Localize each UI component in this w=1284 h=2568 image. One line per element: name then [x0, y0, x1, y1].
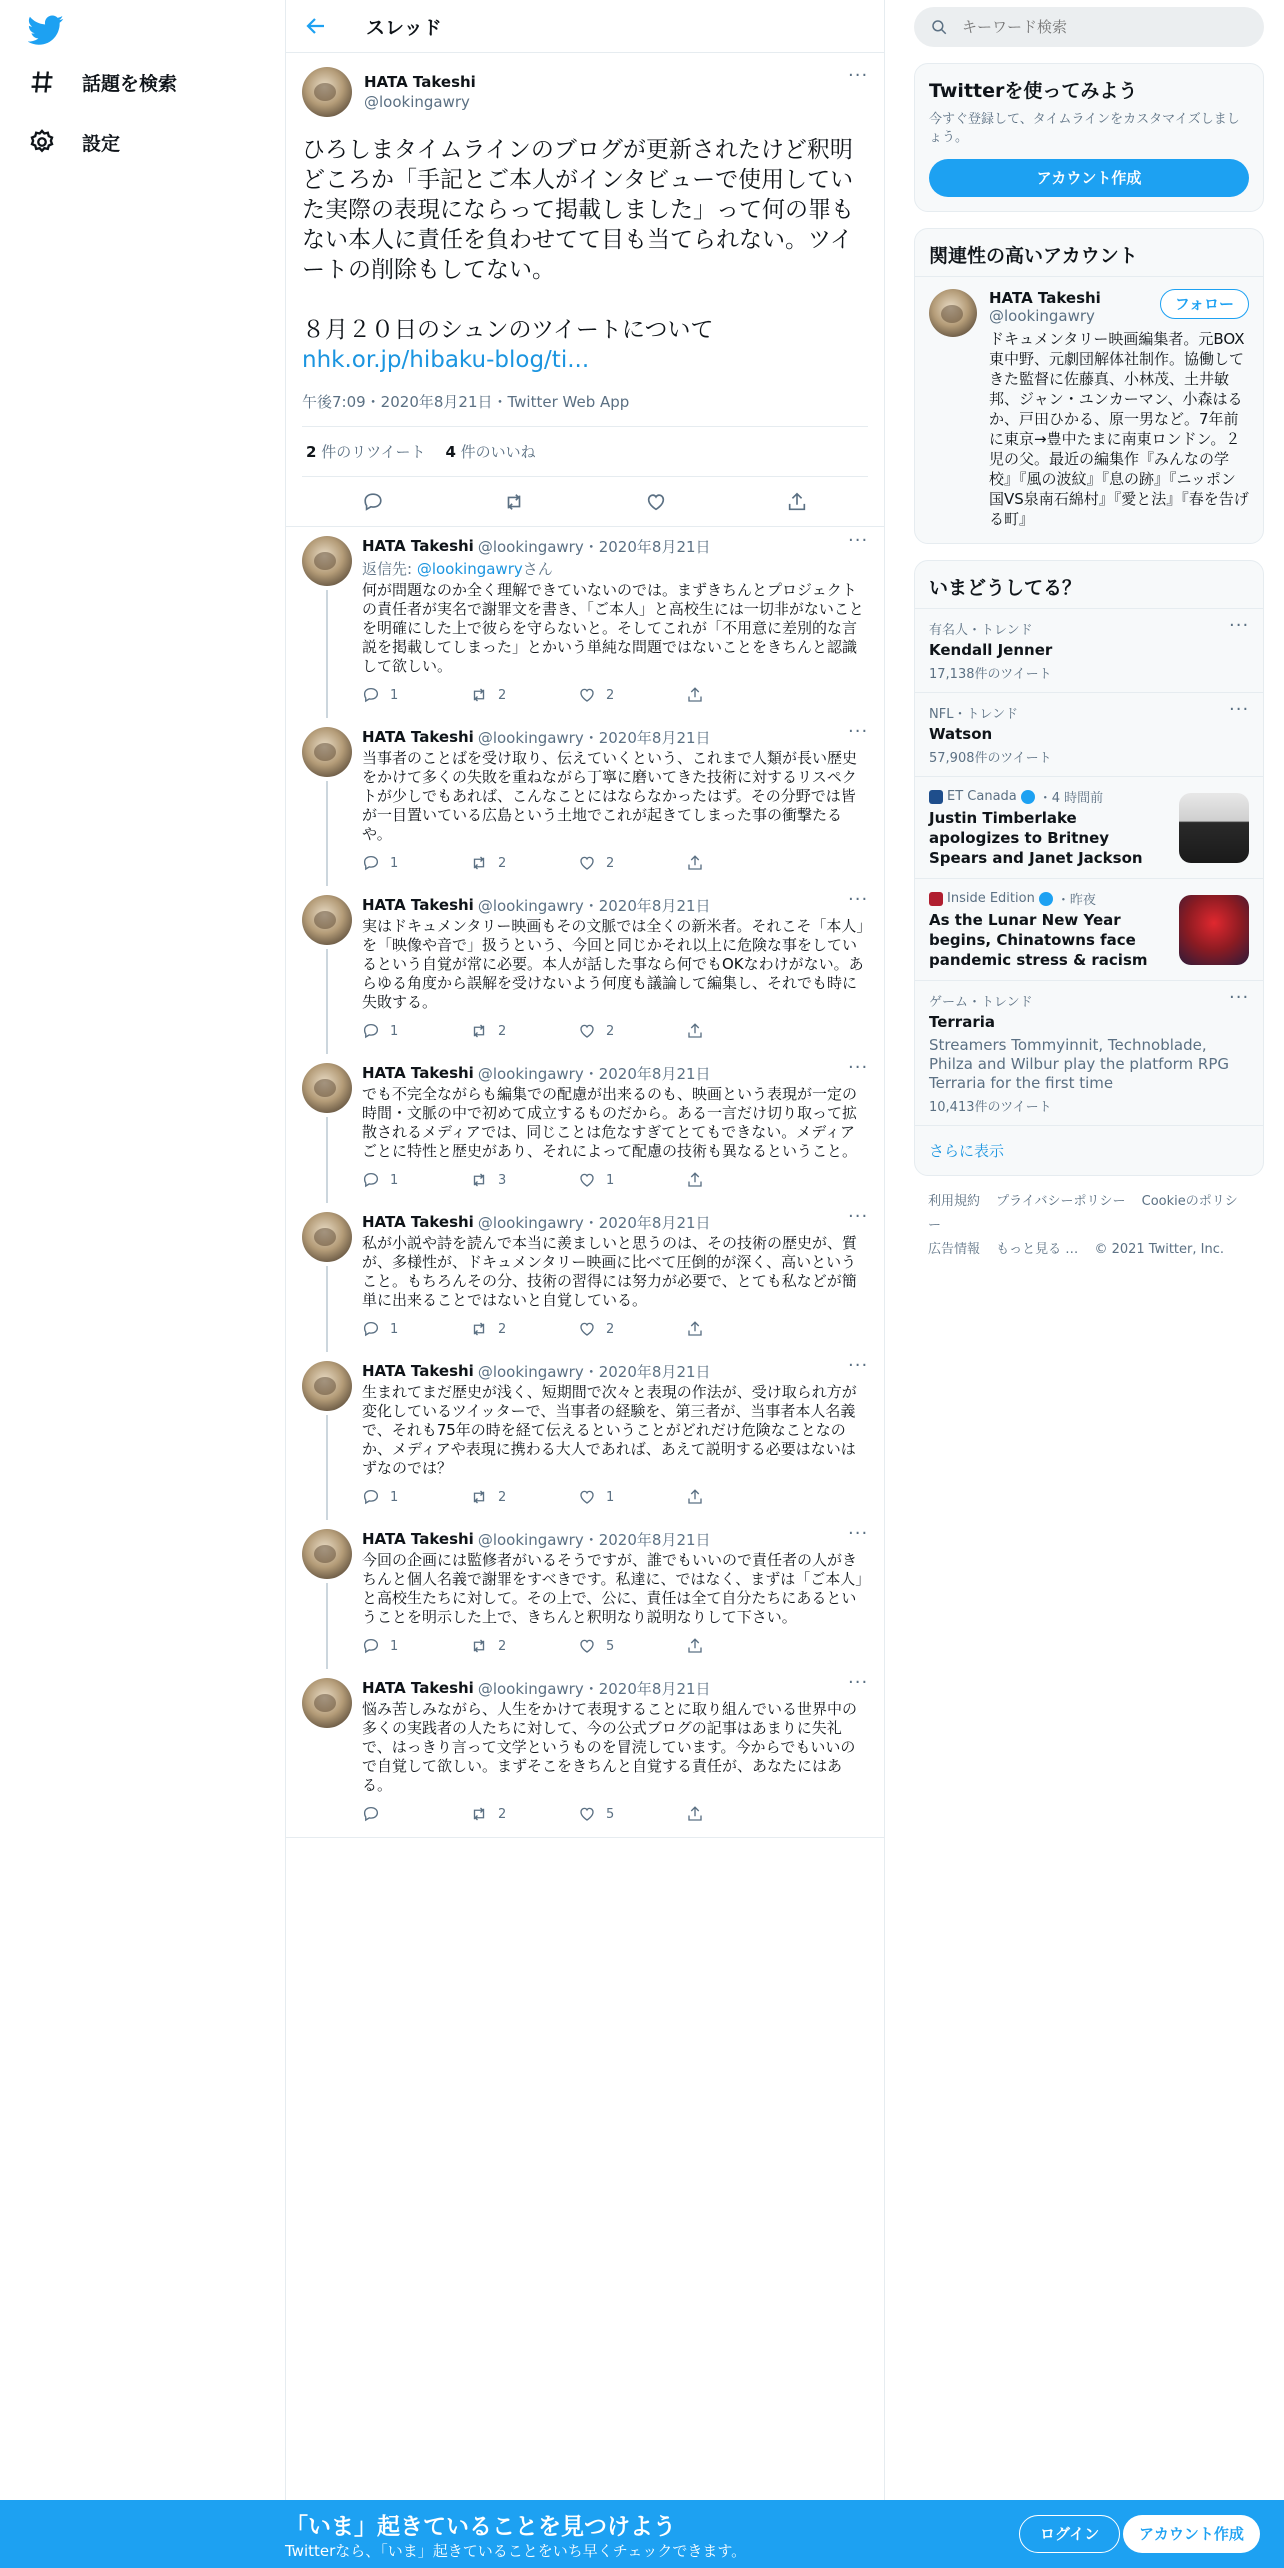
back-arrow-icon[interactable]	[304, 14, 328, 38]
retweet-stat[interactable]	[306, 441, 425, 462]
reply-text: でも不完全ながらも編集での配慮が出来るのも、映画という表現が一定の時間・文脈の中で初めて成立するものだから。ある一言だけ切り取って拡散されるメディアでは、同じことは危なすぎてとてもできない。メディアごとに特性と歴史があり、それによって配慮の技術も異なるということ。	[362, 1085, 858, 1160]
like-icon	[578, 686, 596, 704]
reply-count: 1	[390, 1638, 399, 1654]
thread-line	[326, 1415, 328, 1520]
like-icon	[578, 1320, 596, 1338]
author-handle-date[interactable]: @lookingawry・2020年8月21日	[477, 1530, 711, 1549]
thread-line	[326, 949, 328, 1054]
share-action[interactable]	[686, 1805, 794, 1823]
main-tweet	[286, 53, 884, 527]
reply-icon	[362, 1805, 380, 1823]
more-options-icon[interactable]: ···	[848, 889, 869, 910]
reply-to	[362, 558, 868, 579]
reply-icon[interactable]	[362, 491, 384, 513]
trends-title: いまどうしてる？	[929, 577, 1082, 599]
more-options-icon[interactable]: ···	[848, 530, 869, 551]
verified-badge-icon	[1021, 790, 1035, 804]
like-action[interactable]	[578, 1320, 686, 1338]
reply-count: 1	[390, 687, 399, 703]
reply-count: 1	[390, 1489, 399, 1505]
author-name[interactable]: HATA Takeshi	[364, 73, 476, 91]
author-name[interactable]: HATA Takeshi	[362, 537, 474, 555]
reply-action[interactable]	[362, 1637, 470, 1655]
reply-count: 1	[390, 1023, 399, 1039]
avatar[interactable]	[302, 536, 352, 586]
reply-list	[286, 527, 884, 1838]
reply-action[interactable]	[362, 1488, 470, 1506]
reply-tweet[interactable]	[286, 1669, 884, 1838]
trend-meta: NFL・トレンド	[929, 707, 1019, 722]
more-options-icon[interactable]: ···	[848, 1057, 869, 1078]
reply-actions	[362, 848, 868, 878]
thread-line	[326, 1117, 328, 1203]
author-handle-date[interactable]: @lookingawry・2020年8月21日	[477, 1362, 711, 1381]
like-icon	[578, 1488, 596, 1506]
thread-line	[326, 590, 328, 718]
reply-icon	[362, 1022, 380, 1040]
more-options-icon[interactable]: ···	[848, 65, 869, 86]
search-box[interactable]	[914, 7, 1264, 47]
retweet-icon	[470, 1022, 488, 1040]
retweet-count: 2	[498, 855, 507, 871]
author-name[interactable]: HATA Takeshi	[362, 1213, 474, 1231]
reply-icon	[362, 1171, 380, 1189]
tweet-text: ひろしまタイムラインのブログが更新されたけど釈明どころか「手記とご本人がインタビューで使用していた実際の表現にならって掲載しました」って何の罪もない本人に責任を負わせてて目も当てられない。ツイートの削除もしてない。 ８月２０日のシュンのツイートについて	[302, 137, 854, 343]
author-handle-date[interactable]: @lookingawry・2020年8月21日	[477, 537, 711, 556]
share-icon	[686, 1637, 704, 1655]
retweet-icon	[470, 1171, 488, 1189]
share-action[interactable]	[686, 1022, 794, 1040]
reply-to-suffix: さん	[522, 560, 553, 578]
trends-card	[914, 560, 1264, 1176]
trend-title: Kendall Jenner	[929, 641, 1053, 659]
trend-item[interactable]	[915, 980, 1263, 1125]
like-icon	[578, 1022, 596, 1040]
share-icon	[686, 854, 704, 872]
trend-meta: 有名人・トレンド	[929, 623, 1033, 638]
related-handle[interactable]: @lookingawry	[989, 307, 1095, 325]
like-count: 5	[606, 1638, 615, 1654]
footer-link[interactable]: プライバシーポリシー	[996, 1194, 1126, 1209]
related-title: 関連性の高いアカウント	[915, 229, 1263, 277]
more-options-icon[interactable]: ···	[1229, 699, 1250, 720]
related-accounts-card	[914, 228, 1264, 544]
retweet-count: 2	[498, 1638, 507, 1654]
signup-title: Twitterを使ってみよう	[929, 80, 1138, 102]
more-options-icon[interactable]: ···	[848, 1523, 869, 1544]
share-icon	[686, 1171, 704, 1189]
related-name[interactable]: HATA Takeshi	[989, 289, 1101, 307]
like-count: 2	[606, 1321, 615, 1337]
share-icon	[686, 1805, 704, 1823]
share-icon	[686, 1022, 704, 1040]
news-source: ET Canada	[947, 789, 1017, 804]
author-handle-date[interactable]: @lookingawry・2020年8月21日	[477, 1213, 711, 1232]
like-icon	[578, 1805, 596, 1823]
reply-to-prefix: 返信先:	[362, 560, 417, 578]
retweet-action[interactable]	[470, 1022, 578, 1040]
like-icon	[578, 854, 596, 872]
author-handle-date[interactable]: @lookingawry・2020年8月21日	[477, 1679, 711, 1698]
reply-action[interactable]	[362, 1805, 470, 1823]
more-options-icon[interactable]: ···	[848, 1355, 869, 1376]
show-more-link[interactable]: さらに表示	[915, 1125, 1263, 1175]
gear-icon	[28, 128, 56, 156]
more-options-icon[interactable]: ···	[848, 721, 869, 742]
reply-tweet[interactable]	[286, 1054, 884, 1203]
related-bio: ドキュメンタリー映画編集者。元BOX東中野、元劇団解体社制作。協働してきた監督に佐藤真、小林茂、土井敏邦、ジャン・ユンカーマン、小森はるか、戸田ひかる、原一男など。7年前に東京→豊中たまに南東ロンドン。２児の父。最近の編集作『みんなの学校』『風の波紋』『息の跡』『ニッポン国VS泉南石綿村』『愛と法』『春を告げる町』	[989, 330, 1249, 528]
like-count: 2	[606, 1023, 615, 1039]
footer-links	[914, 1176, 1264, 1276]
follow-button[interactable]: フォロー	[1160, 289, 1249, 319]
reply-actions	[362, 1165, 868, 1195]
reply-actions	[362, 1799, 868, 1829]
like-action[interactable]	[578, 854, 686, 872]
likes-label: 件のいいね	[455, 443, 536, 461]
like-action[interactable]	[578, 1805, 686, 1823]
share-action[interactable]	[686, 1171, 794, 1189]
retweet-count: 2	[498, 1023, 507, 1039]
like-count: 5	[606, 1806, 615, 1822]
reply-icon	[362, 686, 380, 704]
share-action[interactable]	[686, 1637, 794, 1655]
search-input[interactable]	[962, 18, 1222, 36]
trend-item[interactable]	[915, 608, 1263, 692]
retweet-icon	[470, 686, 488, 704]
retweets-label: 件のリツイート	[316, 443, 426, 461]
reply-text: 悩み苦しみながら、人生をかけて表現することに取り組んでいる世界中の多くの実践者の人たちに対して、今の公式ブログの記事はあまりに失礼で、はっきり言って文学というものを冒涜しています。今からでもいいので自覚して欲しい。まずそこをきちんと自覚する責任が、あなたにはある。	[362, 1700, 858, 1794]
like-count: 1	[606, 1489, 615, 1505]
author-handle-date[interactable]: @lookingawry・2020年8月21日	[477, 728, 711, 747]
trend-title: Terraria	[929, 1013, 995, 1031]
thread-line	[326, 781, 328, 886]
banner-subtitle: Twitterなら、「いま」起きていることをいち早くチェックできます。	[285, 2542, 747, 2560]
avatar[interactable]	[302, 67, 352, 117]
trend-description: Streamers Tommyinnit, Technoblade, Philza and Wilbur play the platform RPG Terraria for the first time	[929, 1036, 1230, 1092]
nav-settings[interactable]	[28, 128, 120, 156]
reply-icon	[362, 1488, 380, 1506]
tweet-actions	[302, 477, 868, 526]
trend-meta: ゲーム・トレンド	[929, 995, 1033, 1010]
retweet-action[interactable]	[470, 1171, 578, 1189]
reply-tweet[interactable]	[286, 1203, 884, 1352]
signup-card	[914, 63, 1264, 212]
like-icon[interactable]	[645, 491, 667, 513]
like-stat[interactable]	[445, 441, 535, 462]
retweets-count: 2	[306, 443, 317, 461]
news-source: Inside Edition	[947, 891, 1035, 906]
reply-tweet[interactable]	[286, 718, 884, 886]
like-count: 2	[606, 687, 615, 703]
nav-explore[interactable]	[28, 68, 177, 96]
reply-action[interactable]	[362, 854, 470, 872]
like-action[interactable]	[578, 686, 686, 704]
news-thumbnail[interactable]	[1179, 895, 1249, 965]
retweet-icon[interactable]	[503, 491, 525, 513]
avatar[interactable]	[302, 1063, 352, 1113]
avatar[interactable]	[929, 289, 977, 337]
retweet-action[interactable]	[470, 1488, 578, 1506]
hashtag-icon	[28, 68, 56, 96]
avatar[interactable]	[302, 895, 352, 945]
reply-tweet[interactable]	[286, 1352, 884, 1520]
author-name[interactable]: HATA Takeshi	[362, 1679, 474, 1697]
thread-line	[326, 1266, 328, 1352]
copyright: © 2021 Twitter, Inc.	[1094, 1242, 1224, 1257]
page-title: スレッド	[366, 16, 442, 39]
news-title: Justin Timberlake apologizes to Britney Spears and Janet Jackson	[929, 809, 1143, 867]
reply-tweet[interactable]	[286, 1520, 884, 1669]
login-button[interactable]: ログイン	[1019, 2515, 1120, 2553]
reply-actions	[362, 1016, 868, 1046]
nav-settings-label: 設定	[82, 132, 121, 155]
retweet-count: 2	[498, 687, 507, 703]
like-count: 1	[606, 1172, 615, 1188]
trend-title: Watson	[929, 725, 993, 743]
news-time: ・4 時間前	[1038, 791, 1104, 806]
reply-action[interactable]	[362, 1022, 470, 1040]
share-action[interactable]	[686, 854, 794, 872]
retweet-action[interactable]	[470, 1637, 578, 1655]
like-count: 2	[606, 855, 615, 871]
share-action[interactable]	[686, 686, 794, 704]
like-icon	[578, 1171, 596, 1189]
trend-item[interactable]	[915, 692, 1263, 776]
reply-tweet[interactable]	[286, 886, 884, 1054]
news-meta	[929, 787, 1159, 806]
like-action[interactable]	[578, 1637, 686, 1655]
reply-actions	[362, 1631, 868, 1661]
tweet-link[interactable]: nhk.or.jp/hibaku-blog/ti...	[302, 347, 590, 373]
more-options-icon[interactable]: ···	[848, 1206, 869, 1227]
more-options-icon[interactable]: ···	[848, 1672, 869, 1693]
tweet-stats	[302, 427, 868, 477]
reply-icon	[362, 1320, 380, 1338]
right-sidebar	[914, 0, 1264, 1276]
likes-count: 4	[445, 443, 456, 461]
avatar[interactable]	[302, 727, 352, 777]
thread-header	[286, 0, 884, 53]
signup-subtitle: 今すぐ登録して、タイムラインをカスタマイズしましょう。	[929, 112, 1240, 145]
reply-count: 1	[390, 1321, 399, 1337]
reply-text: 私が小説や詩を読んで本当に羨ましいと思うのは、その技術の歴史が、質が、多様性が、ドキュメンタリー映画に比べて圧倒的が深く、高いということ。もちろんその分、技術の習得には努力が必要で、とても私などが簡単に出来ることではないと自覚している。	[362, 1234, 858, 1309]
author-handle-date[interactable]: @lookingawry・2020年8月21日	[477, 896, 711, 915]
avatar[interactable]	[302, 1529, 352, 1579]
share-icon	[686, 1320, 704, 1338]
share-icon	[686, 1488, 704, 1506]
more-options-icon[interactable]: ···	[1229, 987, 1250, 1008]
author-name[interactable]: HATA Takeshi	[362, 728, 474, 746]
news-title: As the Lunar New Year begins, Chinatowns face pandemic stress & racism	[929, 911, 1148, 969]
reply-actions	[362, 1482, 868, 1512]
retweet-count: 2	[498, 1321, 507, 1337]
author-handle-date[interactable]: @lookingawry・2020年8月21日	[477, 1064, 711, 1083]
reply-count: 1	[390, 855, 399, 871]
retweet-action[interactable]	[470, 1805, 578, 1823]
author-name[interactable]: HATA Takeshi	[362, 896, 474, 914]
like-action[interactable]	[578, 1488, 686, 1506]
reply-tweet[interactable]	[286, 527, 884, 718]
share-icon[interactable]	[786, 491, 808, 513]
news-thumbnail[interactable]	[1179, 793, 1249, 863]
twitter-logo-icon[interactable]	[28, 12, 64, 48]
retweet-icon	[470, 854, 488, 872]
reply-text: 当事者のことばを受け取り、伝えていくという、これまで人類が長い歴史をかけて多くの失敗を重ねながら丁寧に磨いてきた技術に対するリスペクトが少しでもあれば、こんなことにはならなかったはず。その分野では皆が一目置いている広島という土地でこれが起きてしまった事の衝撃たるや。	[362, 749, 858, 843]
footer-link[interactable]: 広告情報	[928, 1242, 981, 1257]
footer-link[interactable]: Cookieのポリシー	[928, 1194, 1238, 1233]
retweet-action[interactable]	[470, 1320, 578, 1338]
tweet-meta: 午後7:09・2020年8月21日・Twitter Web App	[302, 391, 868, 427]
banner-title: 「いま」起きていることを見つけよう	[285, 2514, 676, 2540]
search-icon	[930, 18, 948, 36]
like-action[interactable]	[578, 1171, 686, 1189]
retweet-icon	[470, 1637, 488, 1655]
trend-count: 17,138件のツイート	[929, 667, 1052, 682]
author-name[interactable]: HATA Takeshi	[362, 1530, 474, 1548]
share-action[interactable]	[686, 1320, 794, 1338]
reply-count: 1	[390, 1172, 399, 1188]
reply-actions	[362, 1314, 868, 1344]
trend-count: 57,908件のツイート	[929, 751, 1052, 766]
news-item[interactable]	[915, 878, 1263, 980]
verified-badge-icon	[1039, 892, 1053, 906]
reply-text: 何が問題なのか全く理解できていないのでは。まずきちんとプロジェクトの責任者が実名で謝罪文を書き、「ご本人」と高校生には一切非がないことを明確にした上で彼らを守らないと。そしてこれが「不用意に差別的な言説を掲載してしまった」とかいう単純な問題ではないことをきちんと認識して欲しい。	[362, 581, 864, 675]
reply-icon	[362, 1637, 380, 1655]
retweet-icon	[470, 1320, 488, 1338]
reply-text: 今回の企画には監修者がいるそうですが、誰でもいいので責任者の人がきちんと個人名義で謝罪をすべきです。私達に、ではなく、まずは「ご本人」と高校生たちに対して。その上で、公に、責任は全て自分たちにあるということを明示した上で、きちんと釈明なり説明なりして下さい。	[362, 1551, 863, 1626]
avatar[interactable]	[302, 1361, 352, 1411]
reply-icon	[362, 854, 380, 872]
et-canada-logo-icon	[929, 790, 943, 804]
footer-link[interactable]: もっと見る …	[996, 1242, 1079, 1257]
retweet-count: 2	[498, 1806, 507, 1822]
news-time: ・昨夜	[1056, 893, 1096, 908]
thread-column	[285, 0, 885, 2500]
retweet-count: 3	[498, 1172, 507, 1188]
retweet-action[interactable]	[470, 686, 578, 704]
news-item[interactable]	[915, 776, 1263, 878]
retweet-icon	[470, 1488, 488, 1506]
thread-line	[326, 1583, 328, 1669]
create-account-button[interactable]: アカウント作成	[929, 159, 1249, 197]
reply-action[interactable]	[362, 1320, 470, 1338]
author-handle[interactable]: @lookingawry	[364, 93, 470, 111]
nav-explore-label: 話題を検索	[82, 72, 178, 95]
share-icon	[686, 686, 704, 704]
trend-count: 10,413件のツイート	[929, 1100, 1052, 1115]
retweet-icon	[470, 1805, 488, 1823]
author-name[interactable]: HATA Takeshi	[362, 1362, 474, 1380]
retweet-count: 2	[498, 1489, 507, 1505]
author-name[interactable]: HATA Takeshi	[362, 1064, 474, 1082]
footer-link[interactable]: 利用規約	[928, 1194, 981, 1209]
retweet-action[interactable]	[470, 854, 578, 872]
like-action[interactable]	[578, 1022, 686, 1040]
related-account[interactable]	[915, 277, 1263, 543]
avatar[interactable]	[302, 1212, 352, 1262]
reply-to-handle[interactable]: @lookingawry	[416, 560, 523, 578]
reply-actions	[362, 680, 868, 710]
reply-text: 実はドキュメンタリー映画もその文脈では全くの新米者。それこそ「本人」を「映像や音で」扱うという、今回と同じかそれ以上に危険な事をしているという自覚が常に必要。本人が話した事なら何でもOKなわけがない。あらゆる角度から誤解を受けないよう何度も議論して編集し、それでも時に失敗する。	[362, 917, 864, 1011]
share-action[interactable]	[686, 1488, 794, 1506]
reply-action[interactable]	[362, 686, 470, 704]
avatar[interactable]	[302, 1678, 352, 1728]
news-meta	[929, 889, 1159, 908]
inside-edition-logo-icon	[929, 892, 943, 906]
signup-button[interactable]: アカウント作成	[1123, 2515, 1260, 2553]
reply-text: 生まれてまだ歴史が浅く、短期間で次々と表現の作法が、受け取られ方が変化しているツイッターで、当事者の経験を、第三者が、当事者本人名義で、それも75年の時を経て伝えるということがどれだけ危険なことなのか、メディアや表現に携わる大人であれば、あえて説明する必要はないはずなのでは？	[362, 1383, 857, 1477]
signup-banner	[0, 2500, 1284, 2568]
left-nav	[0, 0, 285, 2568]
like-icon	[578, 1637, 596, 1655]
reply-action[interactable]	[362, 1171, 470, 1189]
more-options-icon[interactable]: ···	[1229, 615, 1250, 636]
